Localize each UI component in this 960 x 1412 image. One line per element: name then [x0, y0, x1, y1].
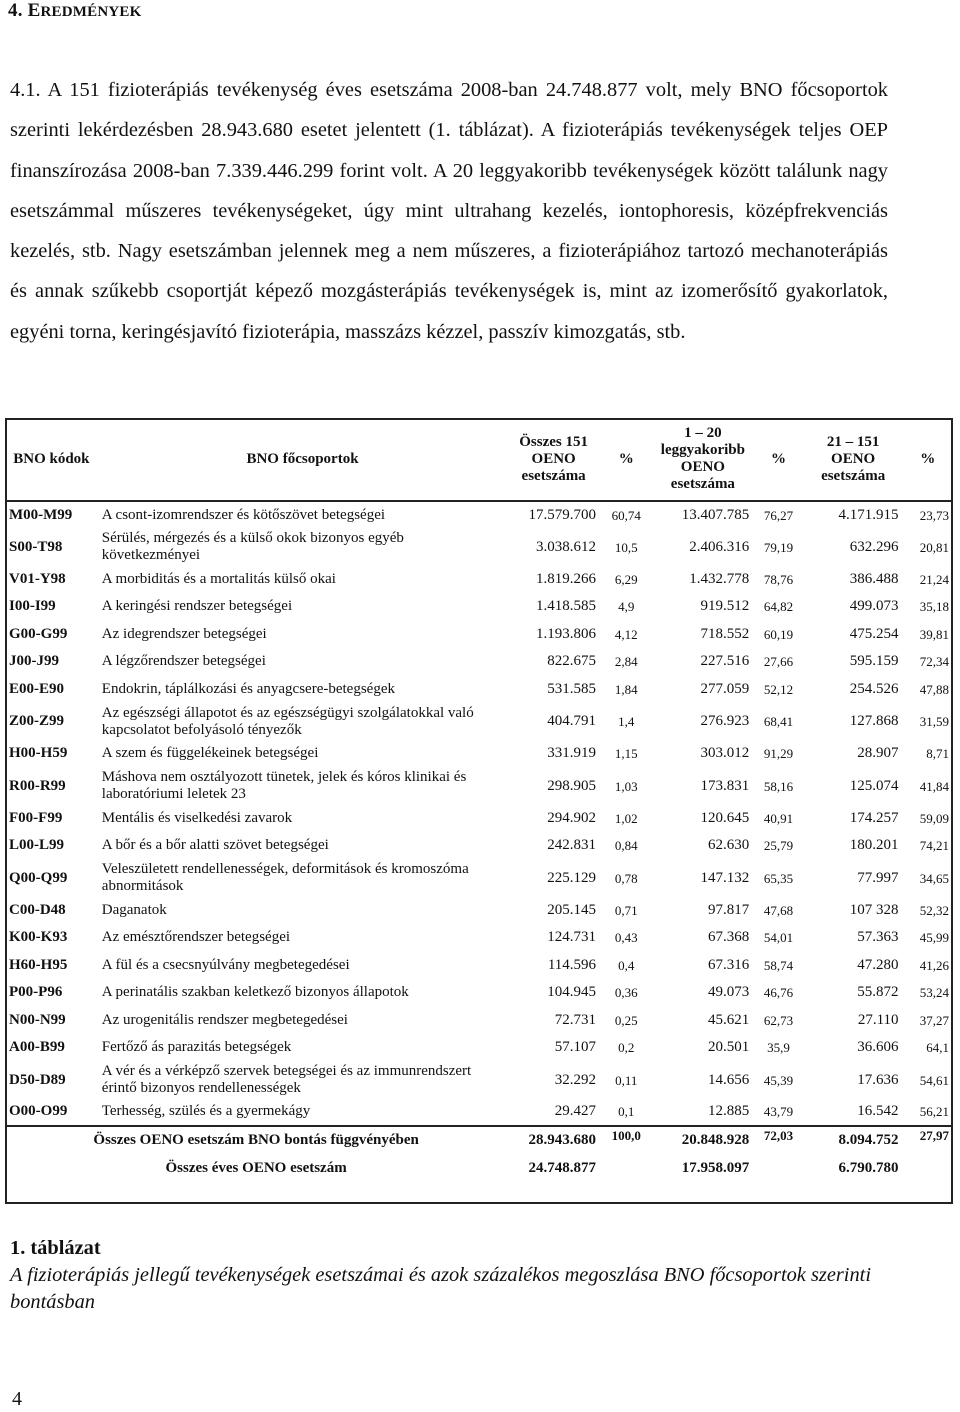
- summary-top20: 17.958.097: [681, 1159, 750, 1176]
- header-total: Összes 151 OENO esetszáma: [519, 433, 588, 484]
- row-top20: 2.406.316: [689, 538, 750, 555]
- summary-row: [5, 1154, 953, 1182]
- row-code: J00-J99: [9, 653, 59, 670]
- row-pct3: 72,34: [919, 654, 949, 670]
- row-pct2: 54,01: [763, 930, 794, 946]
- row-pct3: 59,09: [919, 810, 949, 826]
- row-pct3: 23,73: [919, 507, 949, 523]
- row-top20: 45.621: [708, 1011, 750, 1028]
- caption-title: 1. táblázat: [10, 1237, 101, 1259]
- row-total: 32.292: [554, 1071, 597, 1088]
- table-row: [5, 529, 953, 566]
- row-code: O00-O99: [9, 1103, 68, 1120]
- summary-pct3: 27,97: [919, 1128, 949, 1143]
- row-pct1: 0,78: [614, 870, 638, 886]
- section-heading: 4. EREDMÉNYEK: [8, 0, 142, 21]
- row-rest: 16.542: [857, 1103, 899, 1120]
- summary-total: 24.748.877: [528, 1159, 597, 1176]
- row-total: 404.791: [547, 713, 597, 729]
- row-top20: 67.316: [708, 956, 750, 973]
- row-code: E00-E90: [9, 680, 65, 697]
- row-code: H00-H59: [9, 745, 68, 762]
- summary-pct1: [600, 1154, 652, 1182]
- row-pct3: 34,65: [919, 870, 949, 886]
- row-pct1: 0,36: [614, 985, 638, 1001]
- row-pct2: 47,68: [763, 902, 794, 918]
- summary-label: Összes OENO esetszám BNO bontás függvényében: [93, 1132, 419, 1148]
- row-pct1: 10,5: [614, 539, 638, 555]
- row-code: M00-M99: [9, 506, 73, 523]
- row-pct1: 60,74: [611, 507, 641, 523]
- row-pct2: 91,29: [763, 746, 794, 762]
- row-rest: 595.159: [849, 653, 899, 670]
- row-pct2: 46,76: [763, 985, 794, 1001]
- table-row: [5, 952, 953, 980]
- row-rest: 107 328: [849, 901, 899, 918]
- row-rest: 4.171.915: [838, 506, 899, 523]
- row-pct1: 4,12: [614, 626, 638, 642]
- row-name: A szem és függelékeinek betegségei: [101, 745, 319, 762]
- row-pct3: 41,26: [919, 957, 949, 973]
- row-name: Veleszületett rendellenességek, deformitások és kromoszóma abnormitások: [101, 861, 469, 894]
- row-pct3: 47,88: [919, 681, 949, 697]
- row-name: Endokrin, táplálkozási és anyagcsere-betegségek: [101, 680, 395, 697]
- row-top20: 14.656: [708, 1071, 750, 1088]
- row-code: K00-K93: [9, 929, 68, 946]
- row-code: Q00-Q99: [9, 869, 68, 886]
- table-row: [5, 832, 953, 860]
- row-code: F00-F99: [9, 809, 63, 826]
- row-pct3: 31,59: [919, 714, 949, 729]
- body-paragraph: 4.1. A 151 fizioterápiás tevékenység éves esetszáma 2008-ban 24.748.877 volt, mely BNO főcsoportok szerinti lekérdezésben 28.943.680 esetet jelentett (1. táblázat). A fizioterápiás tevékenységek teljes OEP finanszírozása 2008-ban 7.339.446.299 forint volt. A 20 leggyakoribb tevékenységek között találunk nagy esetszámmal műszeres tevékenységeket, úgy mint ultrahang kezelés, iontophoresis, középfrekvenciás kezelés, stb. Nagy esetszámban jelennek meg a nem műszeres, a fizioterápiához tartozó mechanoterápiás és annak szűkebb csoportját képező mozgásterápiás tevékenységek is, mint az izomerősítő gyakorlatok, egyéni torna, keringésjavító fizioterápia, masszázs kézzel, passzív kimozgatás, stb.: [10, 79, 888, 343]
- row-total: 29.427: [554, 1103, 597, 1120]
- row-total: 225.129: [547, 869, 597, 886]
- row-pct1: 1,4: [618, 714, 635, 729]
- table-row: [5, 648, 953, 676]
- row-name: A vér és a vérképző szervek betegségei és az immunrendszert érintő bizonyos rendellenességek: [101, 1063, 472, 1096]
- row-pct2: 79,19: [763, 539, 794, 555]
- row-pct2: 76,27: [763, 507, 794, 523]
- row-name: A keringési rendszer betegségei: [101, 598, 293, 615]
- row-name: Az egészségi állapotot és az egészségügyi szolgálatokkal való kapcsolatot befolyásoló tényezők: [101, 704, 474, 738]
- row-top20: 277.059: [700, 680, 750, 697]
- row-pct2: 25,79: [763, 838, 794, 854]
- row-rest: 17.636: [857, 1071, 899, 1088]
- row-total: 242.831: [547, 837, 597, 854]
- row-rest: 55.872: [857, 984, 899, 1001]
- row-code: H60-H95: [9, 956, 68, 973]
- table-caption: [10, 1235, 960, 1316]
- row-top20: 919.512: [700, 598, 750, 615]
- row-name: A bőr és a bőr alatti szövet betegségei: [101, 837, 329, 854]
- row-pct1: 1,03: [614, 778, 638, 794]
- summary-rest: 6.790.780: [838, 1159, 899, 1176]
- table-row: [5, 805, 953, 833]
- row-rest: 254.526: [849, 680, 899, 697]
- header-top20: 1 – 20 leggyakoribb OENO esetszáma: [660, 425, 745, 492]
- header-rest: 21 – 151 OENO esetszáma: [821, 433, 886, 484]
- row-pct1: 1,84: [614, 681, 638, 697]
- row-top20: 49.073: [708, 984, 750, 1001]
- row-top20: 20.501: [708, 1039, 750, 1056]
- row-pct2: 78,76: [763, 571, 794, 587]
- row-pct2: 43,79: [763, 1104, 794, 1120]
- row-rest: 180.201: [849, 837, 899, 854]
- row-pct2: 62,73: [763, 1012, 794, 1028]
- table-row: [5, 703, 953, 740]
- row-pct2: 60,19: [763, 626, 794, 642]
- page-number: 4: [12, 1388, 22, 1410]
- row-rest: 632.296: [849, 538, 899, 555]
- row-rest: 47.280: [857, 956, 899, 973]
- table-row: [5, 924, 953, 952]
- row-pct3: 41,84: [919, 778, 949, 794]
- row-top20: 227.516: [700, 653, 750, 670]
- row-pct1: 0,2: [618, 1040, 635, 1056]
- row-pct3: 35,18: [919, 599, 949, 615]
- row-top20: 13.407.785: [681, 506, 750, 523]
- row-top20: 303.012: [700, 745, 750, 762]
- row-pct2: 58,74: [763, 957, 794, 973]
- table-row: [5, 1099, 953, 1127]
- row-pct3: 52,32: [919, 902, 949, 918]
- summary-label: Összes éves OENO esetszám: [165, 1159, 347, 1176]
- row-pct3: 8,71: [926, 746, 949, 762]
- row-total: 294.902: [547, 809, 597, 826]
- row-pct1: 1,02: [614, 810, 638, 826]
- summary-top20: 20.848.928: [681, 1132, 750, 1148]
- row-pct1: 0,25: [614, 1012, 638, 1028]
- table-row: [5, 768, 953, 805]
- row-total: 298.905: [547, 777, 597, 794]
- row-code: C00-D48: [9, 901, 66, 918]
- row-pct2: 35,9: [767, 1040, 790, 1056]
- row-pct2: 65,35: [763, 870, 794, 886]
- row-total: 114.596: [547, 956, 597, 973]
- row-pct1: 0,11: [615, 1072, 638, 1088]
- row-pct1: 6,29: [614, 571, 638, 587]
- table-row: [5, 897, 953, 925]
- row-name: Terhesség, szülés és a gyermekágy: [101, 1103, 311, 1120]
- row-pct2: 40,91: [763, 810, 794, 826]
- row-pct3: 56,21: [919, 1104, 949, 1120]
- row-top20: 62.630: [708, 837, 750, 854]
- row-rest: 125.074: [849, 777, 899, 794]
- row-pct1: 0,84: [614, 838, 638, 854]
- table-row: [5, 1034, 953, 1062]
- row-top20: 718.552: [700, 625, 750, 642]
- table-row: [5, 979, 953, 1007]
- row-rest: 386.488: [849, 570, 899, 587]
- row-name: A morbiditás és a mortalitás külső okai: [101, 570, 336, 587]
- table-row: [5, 566, 953, 594]
- row-rest: 499.073: [849, 598, 899, 615]
- row-top20: 120.645: [700, 809, 750, 826]
- summary-row: [5, 1126, 953, 1154]
- row-pct1: 1,15: [614, 746, 638, 762]
- row-total: 57.107: [554, 1039, 597, 1056]
- row-pct3: 74,21: [919, 838, 949, 854]
- row-pct1: 0,43: [614, 930, 638, 946]
- row-pct2: 68,41: [763, 714, 794, 729]
- row-pct3: 45,99: [919, 930, 949, 946]
- row-code: N00-N99: [9, 1011, 66, 1028]
- row-name: Fertőző ás parazitás betegségek: [101, 1039, 292, 1056]
- summary-rest: 8.094.752: [838, 1132, 899, 1148]
- row-code: I00-I99: [9, 598, 56, 615]
- summary-pct1: 100,0: [611, 1128, 641, 1143]
- row-name: A légzőrendszer betegségei: [101, 653, 266, 670]
- row-rest: 475.254: [849, 625, 899, 642]
- row-total: 205.145: [547, 901, 597, 918]
- row-name: Az idegrendszer betegségei: [101, 625, 267, 642]
- row-rest: 77.997: [857, 869, 899, 886]
- row-pct2: 58,16: [763, 778, 794, 794]
- row-total: 1.819.266: [536, 570, 597, 587]
- caption-text: A fizioterápiás jellegű tevékenységek esetszámai és azok százalékos megoszlása BNO főcsoportok szerinti bontásban: [10, 1264, 871, 1313]
- row-top20: 276.923: [700, 713, 750, 729]
- header-code: BNO kódok: [13, 450, 90, 467]
- row-top20: 12.885: [708, 1103, 750, 1120]
- row-pct2: 27,66: [763, 654, 794, 670]
- row-name: Daganatok: [101, 901, 167, 918]
- table-header-row: [5, 418, 953, 501]
- row-rest: 57.363: [857, 929, 899, 946]
- table-row: [5, 860, 953, 897]
- row-pct1: 4,9: [618, 599, 635, 615]
- row-pct3: 64,1: [926, 1040, 949, 1056]
- row-pct3: 37,27: [919, 1012, 949, 1028]
- summary-pct3: [903, 1154, 953, 1182]
- row-total: 72.731: [554, 1011, 597, 1028]
- row-name: A fül és a csecsnyúlvány megbetegedései: [101, 956, 350, 973]
- row-pct1: 0,71: [614, 902, 638, 918]
- row-name: A csont-izomrendszer és kötőszövet betegségei: [101, 506, 386, 523]
- row-pct3: 21,24: [919, 571, 949, 587]
- row-pct3: 54,61: [919, 1072, 949, 1088]
- row-pct3: 39,81: [919, 626, 949, 642]
- row-name: Mentális és viselkedési zavarok: [101, 809, 293, 826]
- row-name: Az emésztőrendszer betegségei: [101, 929, 291, 946]
- row-code: A00-B99: [9, 1039, 65, 1056]
- row-rest: 27.110: [857, 1011, 899, 1028]
- row-top20: 147.132: [700, 869, 750, 886]
- summary-total: 28.943.680: [528, 1132, 597, 1148]
- row-pct2: 52,12: [763, 681, 794, 697]
- row-total: 124.731: [547, 929, 597, 946]
- row-pct1: 0,4: [618, 957, 635, 973]
- row-code: V01-Y98: [9, 570, 66, 587]
- row-top20: 173.831: [700, 777, 750, 794]
- row-pct1: 2,84: [614, 654, 638, 670]
- row-total: 822.675: [547, 653, 597, 670]
- row-code: P00-P96: [9, 984, 63, 1001]
- row-pct2: 45,39: [763, 1072, 794, 1088]
- row-total: 17.579.700: [528, 506, 597, 523]
- row-rest: 174.257: [849, 809, 899, 826]
- row-rest: 28.907: [857, 745, 899, 762]
- row-top20: 97.817: [708, 901, 750, 918]
- row-name: Sérülés, mérgezés és a külső okok bizonyos egyéb következményei: [101, 530, 404, 563]
- table-row: [5, 593, 953, 621]
- row-code: G00-G99: [9, 625, 68, 642]
- row-pct1: 0,1: [618, 1104, 635, 1120]
- summary-pct2: [753, 1154, 803, 1182]
- row-code: Z00-Z99: [9, 713, 65, 729]
- row-name: Az urogenitális rendszer megbetegedései: [101, 1011, 348, 1028]
- row-total: 1.193.806: [536, 625, 597, 642]
- row-top20: 1.432.778: [689, 570, 750, 587]
- row-pct2: 64,82: [763, 599, 794, 615]
- table-row: [5, 1007, 953, 1035]
- table-row: [5, 740, 953, 768]
- header-name: BNO főcsoportok: [246, 450, 359, 467]
- row-code: L00-L99: [9, 837, 65, 854]
- row-name: Máshova nem osztályozott tünetek, jelek és kóros klinikai és laboratóriumi leletek 23: [101, 769, 467, 802]
- header-pct1: %: [618, 450, 634, 467]
- row-name: A perinatális szakban keletkező bizonyos állapotok: [101, 984, 409, 1001]
- row-total: 1.418.585: [536, 598, 597, 615]
- row-total: 104.945: [547, 984, 597, 1001]
- row-top20: 67.368: [708, 929, 750, 946]
- row-total: 3.038.612: [536, 538, 597, 555]
- row-pct3: 53,24: [919, 985, 949, 1001]
- row-code: R00-R99: [9, 777, 66, 794]
- header-pct2: %: [771, 450, 786, 467]
- summary-pct2: 72,03: [763, 1128, 794, 1143]
- table-row: [5, 621, 953, 649]
- table-row: [5, 501, 953, 529]
- row-total: 531.585: [547, 680, 597, 697]
- row-code: D50-D89: [9, 1071, 66, 1088]
- table-row: [5, 1062, 953, 1099]
- row-pct3: 20,81: [919, 539, 949, 555]
- row-rest: 127.868: [849, 713, 899, 729]
- table-row: [5, 676, 953, 704]
- row-total: 331.919: [547, 745, 597, 762]
- row-rest: 36.606: [857, 1039, 899, 1056]
- bno-table: [5, 418, 953, 1182]
- header-pct3: %: [920, 450, 936, 467]
- row-code: S00-T98: [9, 538, 63, 555]
